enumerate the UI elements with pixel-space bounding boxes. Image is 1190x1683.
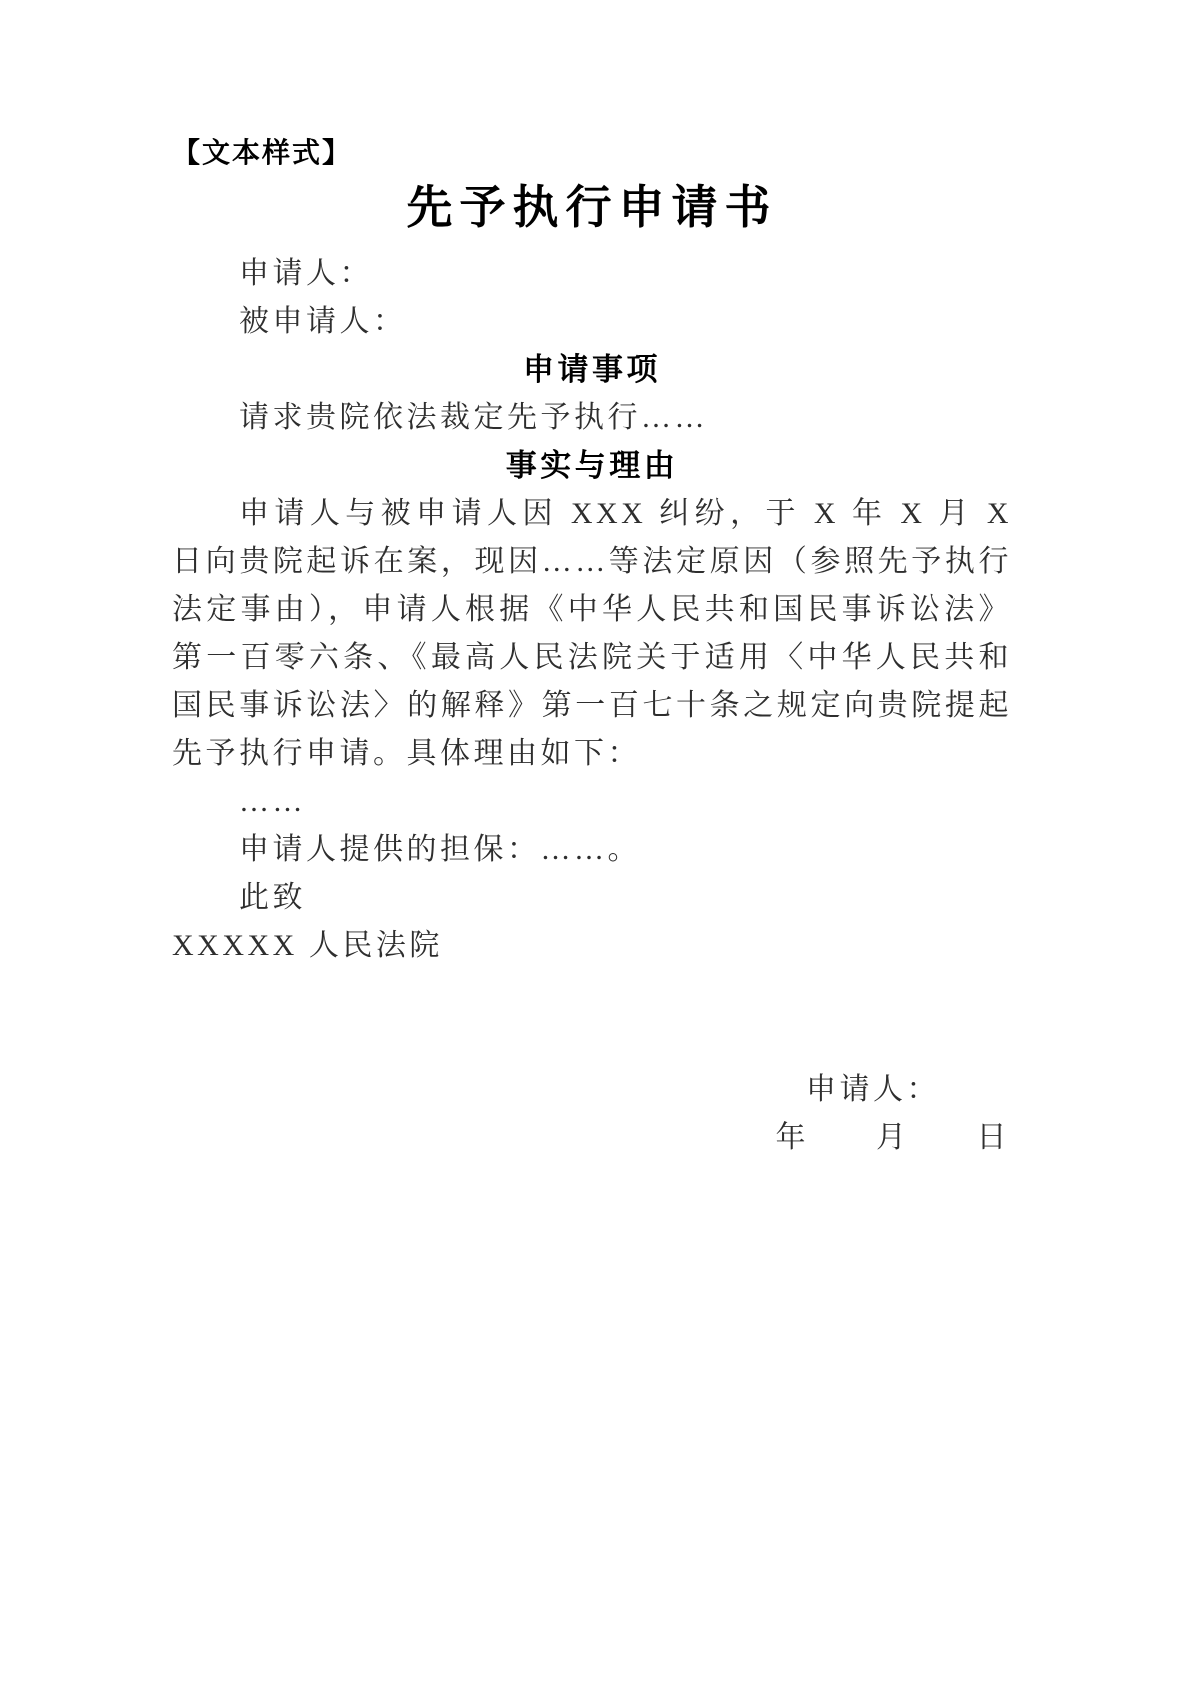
guarantee-paragraph: 申请人提供的担保：……。 (239, 833, 641, 866)
signature-date-line: 年 月 日 (775, 1121, 1010, 1154)
document-title: 先予执行申请书 (406, 182, 778, 233)
request-section-heading: 申请事项 (523, 352, 661, 387)
signature-applicant-label: 申请人： (806, 1073, 940, 1106)
closing-court-name: XXXXX 人民法院 (172, 929, 443, 962)
closing-salutation: 此致 (239, 881, 306, 914)
applicant-field-label: 申请人： (239, 257, 373, 290)
style-tag-label: 【文本样式】 (172, 138, 353, 169)
facts-section-heading: 事实与理由 (505, 448, 679, 483)
facts-paragraph: 申请人与被申请人因 XXX 纠纷，于 X 年 X 月 X 日向贵院起诉在案，现因……等法定原因（参照先予执行法定事由），申请人根据《中华人民共和国民事诉讼法》第一百零六条、《最高人民法院关于适用〈中华人民共和国民事诉讼法〉的解释》第一百七十条之规定向贵院提起先予执行申请。具体理由如下： (172, 497, 1012, 770)
ellipsis-paragraph: …… (239, 785, 306, 818)
request-section-content: 请求贵院依法裁定先予执行…… (239, 401, 708, 434)
signature-block (172, 1066, 1012, 1162)
respondent-field-label: 被申请人： (239, 305, 407, 338)
